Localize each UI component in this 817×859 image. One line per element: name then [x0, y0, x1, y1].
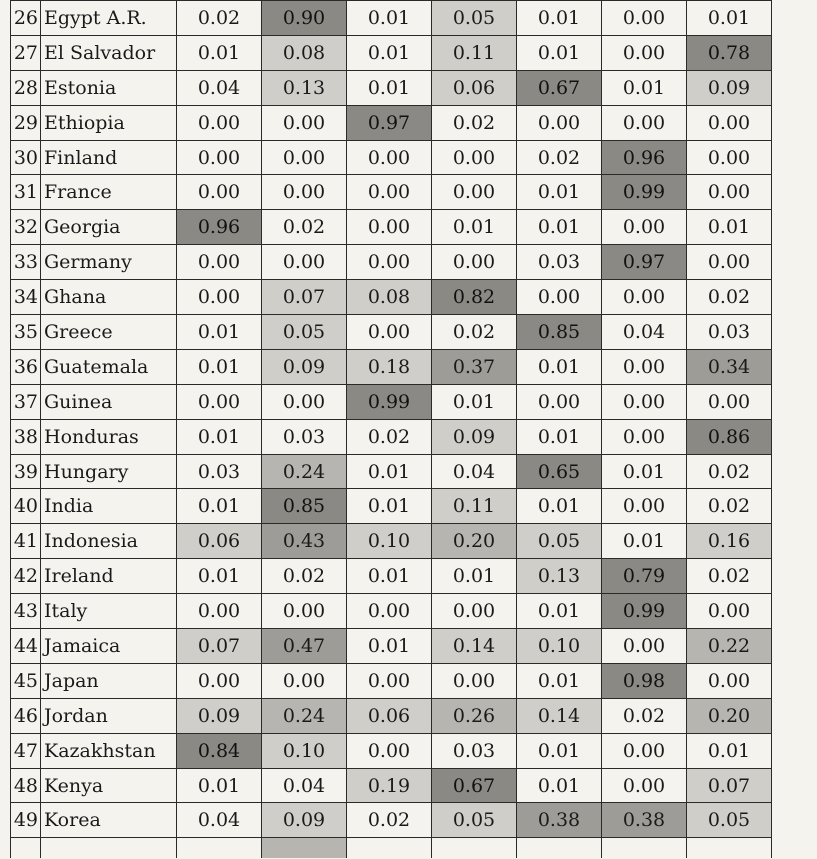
row-number: 49: [11, 803, 41, 838]
probability-cell: 0.67: [517, 70, 602, 105]
table-cell-cutoff: [347, 838, 432, 859]
probability-cell: 0.01: [347, 559, 432, 594]
probability-cell: 0.00: [517, 105, 602, 140]
probability-cell: 0.00: [347, 315, 432, 350]
country-name: Japan: [41, 663, 177, 698]
probability-cell: 0.01: [347, 489, 432, 524]
country-name: Hungary: [41, 454, 177, 489]
probability-cell: 0.03: [262, 419, 347, 454]
row-number: 44: [11, 629, 41, 664]
probability-cell: 0.22: [687, 629, 772, 664]
probability-cell: 0.14: [517, 698, 602, 733]
probability-cell: 0.06: [432, 70, 517, 105]
country-name: Indonesia: [41, 524, 177, 559]
country-name: El Salvador: [41, 35, 177, 70]
table-row: [11, 733, 772, 768]
probability-cell: 0.02: [687, 559, 772, 594]
probability-cell: 0.00: [687, 384, 772, 419]
table-row: [11, 315, 772, 350]
probability-cell: 0.01: [517, 768, 602, 803]
probability-cell: 0.67: [432, 768, 517, 803]
probability-cell: 0.04: [262, 768, 347, 803]
probability-cell: 0.01: [432, 384, 517, 419]
probability-cell: 0.00: [262, 105, 347, 140]
probability-cell: 0.02: [262, 210, 347, 245]
country-name: Estonia: [41, 70, 177, 105]
probability-cell: 0.11: [432, 489, 517, 524]
table-row: [11, 280, 772, 315]
probability-cell: 0.86: [687, 419, 772, 454]
country-name: Korea: [41, 803, 177, 838]
probability-cell: 0.24: [262, 454, 347, 489]
probability-cell: 0.00: [177, 105, 262, 140]
probability-cell: 0.07: [262, 280, 347, 315]
probability-cell: 0.03: [177, 454, 262, 489]
probability-cell: 0.01: [602, 524, 687, 559]
row-number: 37: [11, 384, 41, 419]
table-cell-cutoff: [517, 838, 602, 859]
probability-cell: 0.01: [517, 210, 602, 245]
table-row: [11, 175, 772, 210]
table-row: [11, 349, 772, 384]
probability-cell: 0.34: [687, 349, 772, 384]
probability-cell: 0.01: [177, 559, 262, 594]
country-name: Finland: [41, 140, 177, 175]
probability-cell: 0.06: [177, 524, 262, 559]
row-number: 43: [11, 594, 41, 629]
probability-cell: 0.01: [687, 210, 772, 245]
country-name: Kenya: [41, 768, 177, 803]
row-number: 36: [11, 349, 41, 384]
table-row: [11, 489, 772, 524]
probability-cell: 0.00: [602, 419, 687, 454]
probability-cell: 0.00: [602, 629, 687, 664]
probability-cell: 0.84: [177, 733, 262, 768]
probability-cell: 0.00: [262, 384, 347, 419]
probability-cell: 0.00: [517, 384, 602, 419]
probability-cell: 0.19: [347, 768, 432, 803]
probability-cell: 0.01: [517, 489, 602, 524]
probability-cell: 0.03: [517, 245, 602, 280]
table-cell-cutoff: [11, 838, 41, 859]
probability-cell: 0.00: [262, 663, 347, 698]
table-body: [11, 1, 772, 859]
probability-cell: 0.00: [602, 280, 687, 315]
probability-cell: 0.16: [687, 524, 772, 559]
probability-cell: 0.96: [177, 210, 262, 245]
table-cell-cutoff: [687, 838, 772, 859]
probability-cell: 0.00: [177, 140, 262, 175]
probability-cell: 0.02: [347, 419, 432, 454]
probability-cell: 0.01: [517, 594, 602, 629]
probability-cell: 0.00: [347, 594, 432, 629]
table-row: [11, 35, 772, 70]
table-row: [11, 1, 772, 36]
probability-cell: 0.02: [177, 1, 262, 36]
country-name: France: [41, 175, 177, 210]
probability-cell: 0.10: [262, 733, 347, 768]
probability-cell: 0.00: [602, 384, 687, 419]
country-name: Greece: [41, 315, 177, 350]
probability-cell: 0.01: [347, 35, 432, 70]
probability-cell: 0.00: [602, 105, 687, 140]
row-number: 40: [11, 489, 41, 524]
probability-cell: 0.38: [602, 803, 687, 838]
row-number: 48: [11, 768, 41, 803]
country-name: Jamaica: [41, 629, 177, 664]
table-cell-cutoff: [262, 838, 347, 859]
country-name: Egypt A.R.: [41, 1, 177, 36]
table-row: [11, 105, 772, 140]
row-number: 45: [11, 663, 41, 698]
country-name: Georgia: [41, 210, 177, 245]
table-row: [11, 768, 772, 803]
probability-cell: 0.00: [687, 175, 772, 210]
probability-cell: 0.09: [262, 349, 347, 384]
probability-cell: 0.05: [432, 803, 517, 838]
country-name: Guatemala: [41, 349, 177, 384]
probability-cell: 0.02: [347, 803, 432, 838]
probability-cell: 0.04: [177, 803, 262, 838]
table-cell-cutoff: [432, 838, 517, 859]
table-row: [11, 454, 772, 489]
probability-cell: 0.02: [517, 140, 602, 175]
probability-cell: 0.00: [177, 594, 262, 629]
probability-cell: 0.00: [432, 245, 517, 280]
probability-cell: 0.13: [262, 70, 347, 105]
row-number: 41: [11, 524, 41, 559]
probability-cell: 0.05: [687, 803, 772, 838]
probability-cell: 0.00: [177, 384, 262, 419]
probability-cell: 0.10: [347, 524, 432, 559]
probability-cell: 0.99: [602, 594, 687, 629]
probability-cell: 0.00: [432, 594, 517, 629]
probability-cell: 0.08: [262, 35, 347, 70]
probability-cell: 0.02: [602, 698, 687, 733]
probability-cell: 0.18: [347, 349, 432, 384]
probability-cell: 0.24: [262, 698, 347, 733]
probability-cell: 0.00: [347, 140, 432, 175]
table-row: [11, 629, 772, 664]
probability-cell: 0.11: [432, 35, 517, 70]
row-number: 33: [11, 245, 41, 280]
probability-cell: 0.03: [432, 733, 517, 768]
probability-cell: 0.00: [262, 140, 347, 175]
probability-cell: 0.00: [177, 245, 262, 280]
probability-cell: 0.85: [517, 315, 602, 350]
probability-cell: 0.09: [262, 803, 347, 838]
probability-cell: 0.09: [687, 70, 772, 105]
country-name: Honduras: [41, 419, 177, 454]
probability-cell: 0.01: [177, 349, 262, 384]
probability-cell: 0.01: [517, 175, 602, 210]
probability-cell: 0.02: [432, 105, 517, 140]
probability-cell: 0.38: [517, 803, 602, 838]
table-row: [11, 594, 772, 629]
probability-cell: 0.01: [432, 559, 517, 594]
probability-cell: 0.00: [517, 280, 602, 315]
probability-cell: 0.00: [602, 1, 687, 36]
probability-cell: 0.06: [347, 698, 432, 733]
probability-cell: 0.00: [177, 280, 262, 315]
country-name: Italy: [41, 594, 177, 629]
probability-cell: 0.79: [602, 559, 687, 594]
probability-cell: 0.04: [602, 315, 687, 350]
probability-cell: 0.04: [177, 70, 262, 105]
probability-cell: 0.02: [687, 454, 772, 489]
table-row: [11, 384, 772, 419]
probability-cell: 0.00: [177, 663, 262, 698]
probability-cell: 0.10: [517, 629, 602, 664]
probability-cell: 0.20: [687, 698, 772, 733]
probability-cell: 0.01: [517, 349, 602, 384]
row-number: 32: [11, 210, 41, 245]
probability-cell: 0.00: [687, 594, 772, 629]
probability-cell: 0.01: [177, 419, 262, 454]
probability-cell: 0.14: [432, 629, 517, 664]
probability-cell: 0.02: [687, 489, 772, 524]
probability-cell: 0.85: [262, 489, 347, 524]
probability-cell: 0.09: [432, 419, 517, 454]
country-name: Ghana: [41, 280, 177, 315]
table-row: [11, 70, 772, 105]
probability-cell: 0.00: [687, 245, 772, 280]
probability-cell: 0.01: [177, 489, 262, 524]
table-row: [11, 419, 772, 454]
probability-cell: 0.01: [687, 1, 772, 36]
probability-cell: 0.05: [517, 524, 602, 559]
probability-cell: 0.90: [262, 1, 347, 36]
table-row: [11, 698, 772, 733]
probability-cell: 0.37: [432, 349, 517, 384]
table-row: [11, 524, 772, 559]
row-number: 42: [11, 559, 41, 594]
row-number: 47: [11, 733, 41, 768]
probability-cell: 0.00: [602, 768, 687, 803]
probability-cell: 0.99: [347, 384, 432, 419]
probability-cell: 0.01: [517, 733, 602, 768]
probability-cell: 0.01: [517, 1, 602, 36]
probability-cell: 0.01: [517, 663, 602, 698]
probability-cell: 0.43: [262, 524, 347, 559]
probability-cell: 0.00: [602, 489, 687, 524]
probability-cell: 0.00: [347, 245, 432, 280]
probability-cell: 0.00: [602, 35, 687, 70]
probability-cell: 0.01: [687, 733, 772, 768]
probability-cell: 0.02: [432, 315, 517, 350]
table-row: [11, 663, 772, 698]
probability-cell: 0.07: [687, 768, 772, 803]
row-number: 39: [11, 454, 41, 489]
probability-cell: 0.99: [602, 175, 687, 210]
probability-cell: 0.82: [432, 280, 517, 315]
country-name: Jordan: [41, 698, 177, 733]
probability-cell: 0.01: [432, 210, 517, 245]
table-row: [11, 245, 772, 280]
probability-cell: 0.00: [687, 105, 772, 140]
row-number: 35: [11, 315, 41, 350]
probability-cell: 0.96: [602, 140, 687, 175]
country-name: Kazakhstan: [41, 733, 177, 768]
table-row: [11, 210, 772, 245]
row-number: 27: [11, 35, 41, 70]
country-name: Germany: [41, 245, 177, 280]
probability-cell: 0.00: [602, 733, 687, 768]
membership-probability-table: [10, 0, 772, 858]
probability-cell: 0.00: [262, 594, 347, 629]
row-number: 34: [11, 280, 41, 315]
row-number: 29: [11, 105, 41, 140]
probability-cell: 0.01: [177, 315, 262, 350]
probability-cell: 0.00: [347, 175, 432, 210]
probability-cell: 0.00: [602, 210, 687, 245]
probability-cell: 0.07: [177, 629, 262, 664]
probability-cell: 0.97: [347, 105, 432, 140]
probability-cell: 0.09: [177, 698, 262, 733]
table-cell-cutoff: [177, 838, 262, 859]
row-number: 26: [11, 1, 41, 36]
row-number: 38: [11, 419, 41, 454]
probability-cell: 0.05: [262, 315, 347, 350]
table-cell-cutoff: [602, 838, 687, 859]
probability-cell: 0.00: [687, 140, 772, 175]
table-cell-cutoff: [41, 838, 177, 859]
probability-cell: 0.03: [687, 315, 772, 350]
probability-cell: 0.08: [347, 280, 432, 315]
probability-cell: 0.02: [687, 280, 772, 315]
probability-cell: 0.00: [262, 245, 347, 280]
probability-cell: 0.00: [432, 663, 517, 698]
probability-cell: 0.01: [517, 35, 602, 70]
probability-cell: 0.00: [687, 663, 772, 698]
probability-cell: 0.00: [347, 663, 432, 698]
table-row-cutoff-bottom: [11, 838, 772, 859]
table-row: [11, 559, 772, 594]
probability-cell: 0.01: [517, 419, 602, 454]
probability-cell: 0.01: [602, 70, 687, 105]
country-name: India: [41, 489, 177, 524]
probability-cell: 0.00: [262, 175, 347, 210]
country-name: Ireland: [41, 559, 177, 594]
probability-cell: 0.00: [432, 140, 517, 175]
probability-cell: 0.13: [517, 559, 602, 594]
country-name: Guinea: [41, 384, 177, 419]
probability-cell: 0.01: [602, 454, 687, 489]
probability-cell: 0.98: [602, 663, 687, 698]
probability-cell: 0.01: [347, 454, 432, 489]
probability-cell: 0.00: [347, 733, 432, 768]
probability-cell: 0.65: [517, 454, 602, 489]
probability-cell: 0.04: [432, 454, 517, 489]
probability-cell: 0.78: [687, 35, 772, 70]
probability-cell: 0.01: [347, 1, 432, 36]
probability-cell: 0.97: [602, 245, 687, 280]
probability-cell: 0.01: [347, 629, 432, 664]
probability-cell: 0.00: [602, 349, 687, 384]
probability-cell: 0.00: [347, 210, 432, 245]
table-row: [11, 140, 772, 175]
probability-cell: 0.01: [177, 768, 262, 803]
table-row: [11, 803, 772, 838]
country-name: Ethiopia: [41, 105, 177, 140]
probability-cell: 0.26: [432, 698, 517, 733]
probability-cell: 0.01: [347, 70, 432, 105]
row-number: 30: [11, 140, 41, 175]
probability-cell: 0.00: [177, 175, 262, 210]
probability-cell: 0.05: [432, 1, 517, 36]
probability-cell: 0.20: [432, 524, 517, 559]
row-number: 46: [11, 698, 41, 733]
probability-cell: 0.02: [262, 559, 347, 594]
row-number: 31: [11, 175, 41, 210]
row-number: 28: [11, 70, 41, 105]
probability-cell: 0.00: [432, 175, 517, 210]
probability-cell: 0.47: [262, 629, 347, 664]
probability-cell: 0.01: [177, 35, 262, 70]
